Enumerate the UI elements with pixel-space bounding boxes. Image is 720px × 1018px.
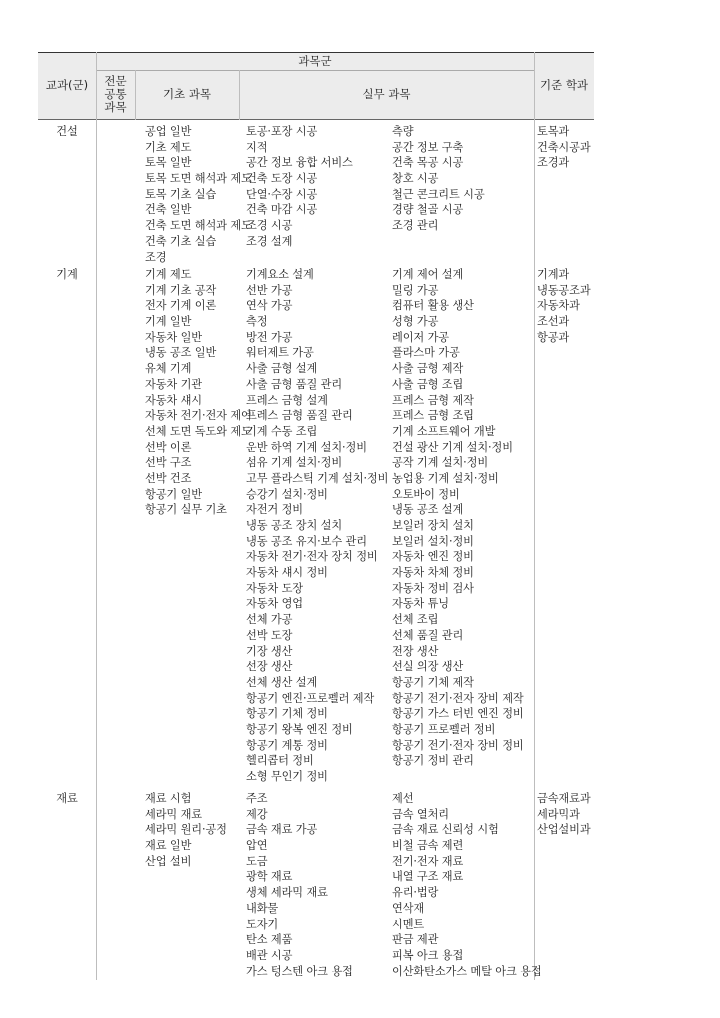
list-item: 철근 콘크리트 시공 [392,187,485,201]
list-item: 프레스 금형 설계 [246,393,328,407]
list-item: 프레스 금형 제작 [392,393,474,407]
list-item: 토목 도면 해석과 제도 [145,172,252,186]
list-item: 냉동 공조 설계 [392,503,464,517]
list-item: 기계과 [537,268,570,281]
list-item: 기초 제도 [145,140,192,154]
list-item: 고무 플라스틱 기계 설치·정비 [246,471,389,485]
curriculum-table [38,52,594,980]
list-item: 재료 일반 [145,839,192,853]
list-item: 프레스 금형 품질 관리 [246,409,353,423]
list-item: 내열 구조 재료 [392,870,464,884]
list-item: 자동차 기관 [145,377,202,391]
header-bottom-rule [38,119,594,120]
list-item: 자동차 엔진 정비 [392,550,474,564]
dept-list [537,267,591,345]
list-item: 항공기 기체 제작 [392,675,474,689]
list-item: 공업 일반 [145,125,192,138]
list-item: 기계 제어 설계 [392,268,464,281]
list-item: 헬리콥터 정비 [246,754,314,768]
list-item: 기계 수동 조립 [246,424,318,438]
list-item: 금속 열처리 [392,807,449,821]
list-item: 건축 도면 해석과 제도 [145,219,252,233]
list-item: 광학 재료 [246,870,293,884]
list-item: 산업설비과 [537,823,591,837]
list-item: 조경 설계 [246,234,293,248]
list-item: 선체 가공 [246,613,293,627]
list-item: 운반 하역 기계 설치·정비 [246,440,367,454]
list-item: 건축 목공 시공 [392,156,464,170]
list-item: 항공기 기체 정비 [246,707,328,721]
list-item: 오토바이 정비 [392,487,460,501]
basic-subject-list [145,791,227,869]
list-item: 판금 제관 [392,933,439,947]
list-item: 제강 [246,807,268,821]
list-item: 자동차 튜닝 [392,597,449,611]
list-item: 항공기 전기·전자 장비 제작 [392,691,524,705]
row-subject [38,791,96,807]
list-item: 기계 일반 [145,315,192,329]
list-item: 항공기 계통 정비 [246,738,328,752]
list-item: 기계 기초 공작 [145,283,217,297]
list-item: 전장 생산 [392,644,439,658]
list-item: 비철 금속 제련 [392,839,464,853]
list-item: 자동차 도장 [246,581,303,595]
list-item: 자동차 차체 정비 [392,566,474,580]
list-item: 항공기 프로펠러 정비 [392,722,496,736]
list-item: 냉동공조과 [537,283,591,297]
col-divider-1 [96,52,97,980]
list-item: 연삭 가공 [246,299,293,313]
list-item: 선체 도면 독도와 제도 [145,424,252,438]
list-item: 성형 가공 [392,315,439,329]
list-item: 자동차 섀시 [145,393,202,407]
list-item: 선체 조립 [392,613,439,627]
list-item: 재료 시험 [145,792,192,805]
list-item: 컴퓨터 활용 생산 [392,299,474,313]
list-item: 기장 생산 [246,644,293,658]
list-item: 유리·법랑 [392,886,439,900]
list-item: 밀링 가공 [392,283,439,297]
list-item: 항공기 엔진·프로펠러 제작 [246,691,375,705]
list-item: 내화물 [246,901,279,915]
list-item: 방전 가공 [246,330,293,344]
list-item: 냉동 공조 일반 [145,346,217,360]
list-item: 보일러 장치 설치 [392,519,474,532]
list-item: 선박 도장 [246,628,293,642]
list-item: 기계요소 설계 [246,268,314,281]
list-item: 건축 일반 [145,203,192,217]
list-item: 생체 세라믹 재료 [246,886,328,900]
list-item: 제선 [392,792,414,805]
practical-subject-list-a [246,791,353,979]
list-item: 전기·전자 재료 [392,854,464,868]
list-item: 세라믹 재료 [145,807,202,821]
list-item: 냉동 공조 유지·보수 관리 [246,534,367,548]
header-subject: 교과(군) [45,78,89,92]
list-item: 공간 정보 융합 서비스 [246,156,353,170]
list-item: 자동차 정비 검사 [392,581,474,595]
list-item: 조경과 [537,156,570,170]
list-item: 지적 [246,140,268,154]
list-item: 자동차 영업 [246,597,303,611]
basic-subject-list [145,267,252,518]
list-item: 토목 기초 실습 [145,187,217,201]
list-item: 섬유 기계 설치·정비 [246,456,343,470]
list-item: 측정 [246,315,268,329]
list-item: 세라믹과 [537,807,580,821]
list-item: 토공·포장 시공 [246,125,318,138]
list-item: 워터제트 가공 [246,346,314,360]
list-item: 자동차 전기·전자 제어 [145,409,252,423]
dept-list [537,124,591,171]
list-item: 건설 [56,125,78,138]
list-item: 선체 생산 설계 [246,675,318,689]
header-common: 전문 공통 과목 [104,74,127,114]
list-item: 시멘트 [392,917,425,931]
practical-subject-list-a [246,124,353,250]
list-item: 승강기 설치·정비 [246,487,328,501]
list-item: 도금 [246,854,268,868]
list-item: 금속 재료 신뢰성 시험 [392,823,499,837]
list-item: 세라믹 원리·공정 [145,823,227,837]
list-item: 항공기 실무 기초 [145,503,227,517]
list-item: 기계 [56,268,78,281]
list-item: 도자기 [246,917,279,931]
list-item: 건축 기초 실습 [145,234,217,248]
header-dept: 기준 학과 [539,78,589,92]
list-item: 사출 금형 품질 관리 [246,377,343,391]
list-item: 항공기 일반 [145,487,202,501]
list-item: 조선과 [537,315,570,329]
list-item: 토목과 [537,125,570,138]
list-item: 기계 소프트웨어 개발 [392,424,496,438]
list-item: 창호 시공 [392,172,439,186]
list-item: 금속 재료 가공 [246,823,318,837]
list-item: 사출 금형 조립 [392,377,464,391]
basic-subject-list [145,124,252,265]
row-subject [38,124,96,140]
list-item: 플라스마 가공 [392,346,460,360]
practical-subject-list-b [392,124,485,234]
list-item: 자동차 섀시 정비 [246,566,328,580]
list-item: 선박 구조 [145,456,192,470]
list-item: 재료 [56,792,78,805]
list-item: 금속재료과 [537,792,591,805]
list-item: 선박 이론 [145,440,192,454]
list-item: 보일러 설치·정비 [392,534,474,548]
list-item: 선장 생산 [246,660,293,674]
list-item: 공간 정보 구축 [392,140,464,154]
list-item: 선실 의장 생산 [392,660,464,674]
list-item: 농업용 기계 설치·정비 [392,471,499,485]
list-item: 경량 철골 시공 [392,203,464,217]
list-item: 전자 기계 이론 [145,299,217,313]
list-item: 산업 설비 [145,854,192,868]
list-item: 주조 [246,792,268,805]
list-item: 기계 제도 [145,268,192,281]
list-item: 배관 시공 [246,948,293,962]
list-item: 압연 [246,839,268,853]
list-item: 조경 시공 [246,219,293,233]
practical-subject-list-b [392,267,524,769]
list-item: 공작 기계 설치·정비 [392,456,489,470]
list-item: 사출 금형 설계 [246,362,318,376]
list-item: 가스 텅스텐 아크 용접 [246,964,353,978]
header-group: 과목군 [298,53,332,68]
header-basic: 기초 과목 [162,87,212,101]
list-item: 건축 마감 시공 [246,203,318,217]
dept-list [537,791,591,838]
list-item: 이산화탄소가스 메탈 아크 용접 [392,964,542,978]
practical-subject-list-b [392,791,542,979]
list-item: 사출 금형 제작 [392,362,464,376]
list-item: 조경 관리 [392,219,439,233]
list-item: 프레스 금형 조립 [392,409,474,423]
list-item: 탄소 제품 [246,933,293,947]
row-subject [38,267,96,283]
list-item: 자동차 일반 [145,330,202,344]
list-item: 소형 무인기 정비 [246,770,328,783]
list-item: 자전거 정비 [246,503,303,517]
list-item: 피복 아크 용접 [392,948,464,962]
list-item: 선반 가공 [246,283,293,297]
list-item: 측량 [392,125,414,138]
list-item: 토목 일반 [145,156,192,170]
list-item: 항공기 왕복 엔진 정비 [246,722,353,736]
list-item: 항공과 [537,330,570,344]
list-item: 선체 품질 관리 [392,628,464,642]
list-item: 자동차 전기·전자 장치 정비 [246,550,378,564]
practical-subject-list-a [246,267,388,785]
list-item: 냉동 공조 장치 설치 [246,519,343,532]
list-item: 연삭재 [392,901,425,915]
list-item: 항공기 전기·전자 장비 정비 [392,738,524,752]
list-item: 단열·수장 시공 [246,187,318,201]
list-item: 건축시공과 [537,140,591,154]
list-item: 선박 건조 [145,471,192,485]
list-item: 유체 기계 [145,362,192,376]
list-item: 자동차과 [537,299,580,313]
list-item: 레이저 가공 [392,330,449,344]
list-item: 건축 도장 시공 [246,172,318,186]
list-item: 항공기 정비 관리 [392,754,474,768]
list-item: 항공기 가스 터빈 엔진 정비 [392,707,524,721]
list-item: 건설 광산 기계 설치·정비 [392,440,513,454]
header-practical: 실무 과목 [362,87,411,101]
list-item: 조경 [145,250,167,264]
